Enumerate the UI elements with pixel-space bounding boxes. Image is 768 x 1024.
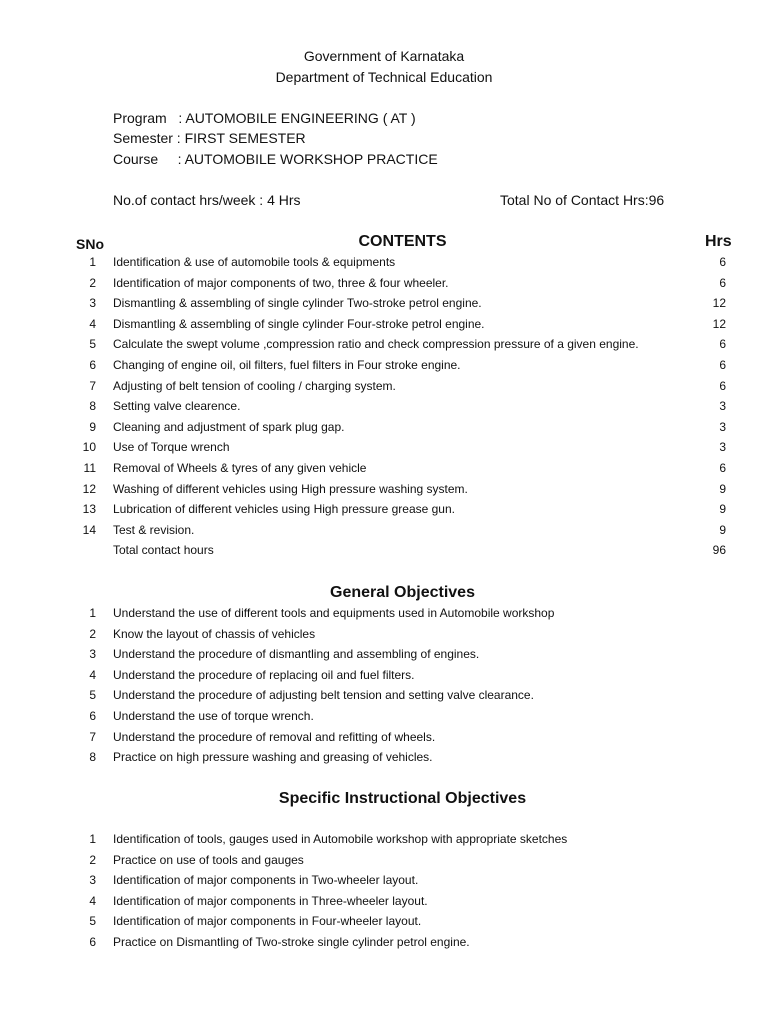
general-objective-item	[0, 750, 768, 770]
row-hours: 9	[719, 523, 726, 537]
row-text: Know the layout of chassis of vehicles	[113, 627, 316, 641]
row-number: 13	[82, 502, 96, 516]
row-number: 7	[89, 379, 96, 393]
contents-row	[0, 296, 768, 316]
contents-title: CONTENTS	[358, 233, 447, 250]
specific-objectives-title: Specific Instructional Objectives	[278, 790, 527, 807]
total-hours: 96	[712, 543, 726, 557]
row-number: 5	[89, 688, 96, 702]
government-heading: Government of Karnataka	[303, 48, 465, 64]
contents-row	[0, 276, 768, 296]
department-heading: Department of Technical Education	[275, 69, 493, 85]
general-objective-item	[0, 709, 768, 729]
general-objective-item	[0, 647, 768, 667]
row-hours: 3	[719, 440, 726, 454]
row-text: Identification of major components in Three-wheeler layout.	[113, 894, 428, 908]
row-text: Test & revision.	[113, 523, 195, 537]
general-objective-item	[0, 627, 768, 647]
general-objective-item	[0, 730, 768, 750]
contents-row	[0, 502, 768, 522]
program-line: Program : AUTOMOBILE ENGINEERING ( AT )	[113, 110, 416, 126]
specific-objective-item	[0, 853, 768, 873]
row-text: Adjusting of belt tension of cooling / charging system.	[113, 379, 396, 393]
row-text: Practice on use of tools and gauges	[113, 853, 304, 867]
row-number: 2	[89, 853, 96, 867]
contents-row	[0, 482, 768, 502]
row-number: 4	[89, 894, 96, 908]
row-hours: 12	[712, 296, 726, 310]
row-number: 6	[89, 358, 96, 372]
row-hours: 6	[719, 358, 726, 372]
row-text: Identification of major components in Two-wheeler layout.	[113, 873, 419, 887]
row-hours: 6	[719, 461, 726, 475]
row-number: 3	[89, 296, 96, 310]
contents-row	[0, 317, 768, 337]
row-text: Identification of major components of two, three & four wheeler.	[113, 276, 449, 290]
row-text: Understand the procedure of removal and refitting of wheels.	[113, 730, 436, 744]
row-number: 1	[89, 832, 96, 846]
row-number: 3	[89, 873, 96, 887]
contents-row	[0, 399, 768, 419]
general-objective-item	[0, 606, 768, 626]
specific-objective-item	[0, 894, 768, 914]
row-text: Understand the procedure of adjusting belt tension and setting valve clearance.	[113, 688, 534, 702]
row-number: 5	[89, 337, 96, 351]
contents-row	[0, 440, 768, 460]
contents-row	[0, 379, 768, 399]
row-text: Understand the use of torque wrench.	[113, 709, 314, 723]
contents-row	[0, 358, 768, 378]
semester-line: Semester : FIRST SEMESTER	[113, 130, 306, 146]
row-number: 1	[89, 255, 96, 269]
row-text: Understand the use of different tools and equipments used in Automobile workshop	[113, 606, 555, 620]
row-text: Identification of major components in Four-wheeler layout.	[113, 914, 422, 928]
row-number: 4	[89, 668, 96, 682]
total-contact-hours-row	[0, 543, 768, 563]
hrs-column-header: Hrs	[705, 233, 732, 250]
row-number: 2	[89, 627, 96, 641]
row-number: 14	[82, 523, 96, 537]
row-number: 1	[89, 606, 96, 620]
course-line: Course : AUTOMOBILE WORKSHOP PRACTICE	[113, 151, 438, 167]
row-text: Understand the procedure of replacing oil and fuel filters.	[113, 668, 415, 682]
row-text: Cleaning and adjustment of spark plug gap.	[113, 420, 345, 434]
total-label: Total contact hours	[113, 543, 214, 557]
row-hours: 3	[719, 399, 726, 413]
specific-objective-item	[0, 832, 768, 852]
row-hours: 12	[712, 317, 726, 331]
row-text: Practice on high pressure washing and greasing of vehicles.	[113, 750, 433, 764]
row-text: Calculate the swept volume ,compression ratio and check compression pressure of a given engine.	[113, 337, 639, 351]
row-text: Use of Torque wrench	[113, 440, 230, 454]
general-objective-item	[0, 668, 768, 688]
row-hours: 9	[719, 502, 726, 516]
row-number: 7	[89, 730, 96, 744]
row-hours: 6	[719, 255, 726, 269]
row-number: 8	[89, 750, 96, 764]
row-hours: 6	[719, 379, 726, 393]
contents-row	[0, 337, 768, 357]
row-hours: 9	[719, 482, 726, 496]
contents-row	[0, 255, 768, 275]
row-text: Dismantling & assembling of single cylinder Four-stroke petrol engine.	[113, 317, 485, 331]
row-hours: 3	[719, 420, 726, 434]
contents-row	[0, 461, 768, 481]
row-text: Changing of engine oil, oil filters, fuel filters in Four stroke engine.	[113, 358, 461, 372]
row-number: 6	[89, 935, 96, 949]
contact-hours-week: No.of contact hrs/week : 4 Hrs	[113, 192, 301, 208]
general-objectives-title: General Objectives	[330, 584, 475, 601]
row-text: Setting valve clearence.	[113, 399, 241, 413]
general-objective-item	[0, 688, 768, 708]
row-text: Identification of tools, gauges used in Automobile workshop with appropriate sketches	[113, 832, 568, 846]
sno-column-header: SNo	[76, 236, 104, 252]
row-number: 9	[89, 420, 96, 434]
row-number: 3	[89, 647, 96, 661]
row-text: Lubrication of different vehicles using High pressure grease gun.	[113, 502, 455, 516]
contents-row	[0, 523, 768, 543]
row-number: 12	[82, 482, 96, 496]
contact-hours-total: Total No of Contact Hrs:96	[500, 192, 665, 208]
row-text: Removal of Wheels & tyres of any given vehicle	[113, 461, 367, 475]
row-text: Understand the procedure of dismantling and assembling of engines.	[113, 647, 480, 661]
specific-objective-item	[0, 914, 768, 934]
specific-objective-item	[0, 873, 768, 893]
row-number: 11	[83, 461, 96, 475]
row-hours: 6	[719, 337, 726, 351]
row-text: Practice on Dismantling of Two-stroke single cylinder petrol engine.	[113, 935, 470, 949]
row-text: Identification & use of automobile tools & equipments	[113, 255, 396, 269]
row-number: 5	[89, 914, 96, 928]
row-number: 8	[89, 399, 96, 413]
contents-row	[0, 420, 768, 440]
row-hours: 6	[719, 276, 726, 290]
row-number: 10	[82, 440, 96, 454]
row-text: Dismantling & assembling of single cylinder Two-stroke petrol engine.	[113, 296, 482, 310]
row-number: 4	[89, 317, 96, 331]
row-text: Washing of different vehicles using High pressure washing system.	[113, 482, 468, 496]
row-number: 2	[89, 276, 96, 290]
row-number: 6	[89, 709, 96, 723]
specific-objective-item	[0, 935, 768, 955]
